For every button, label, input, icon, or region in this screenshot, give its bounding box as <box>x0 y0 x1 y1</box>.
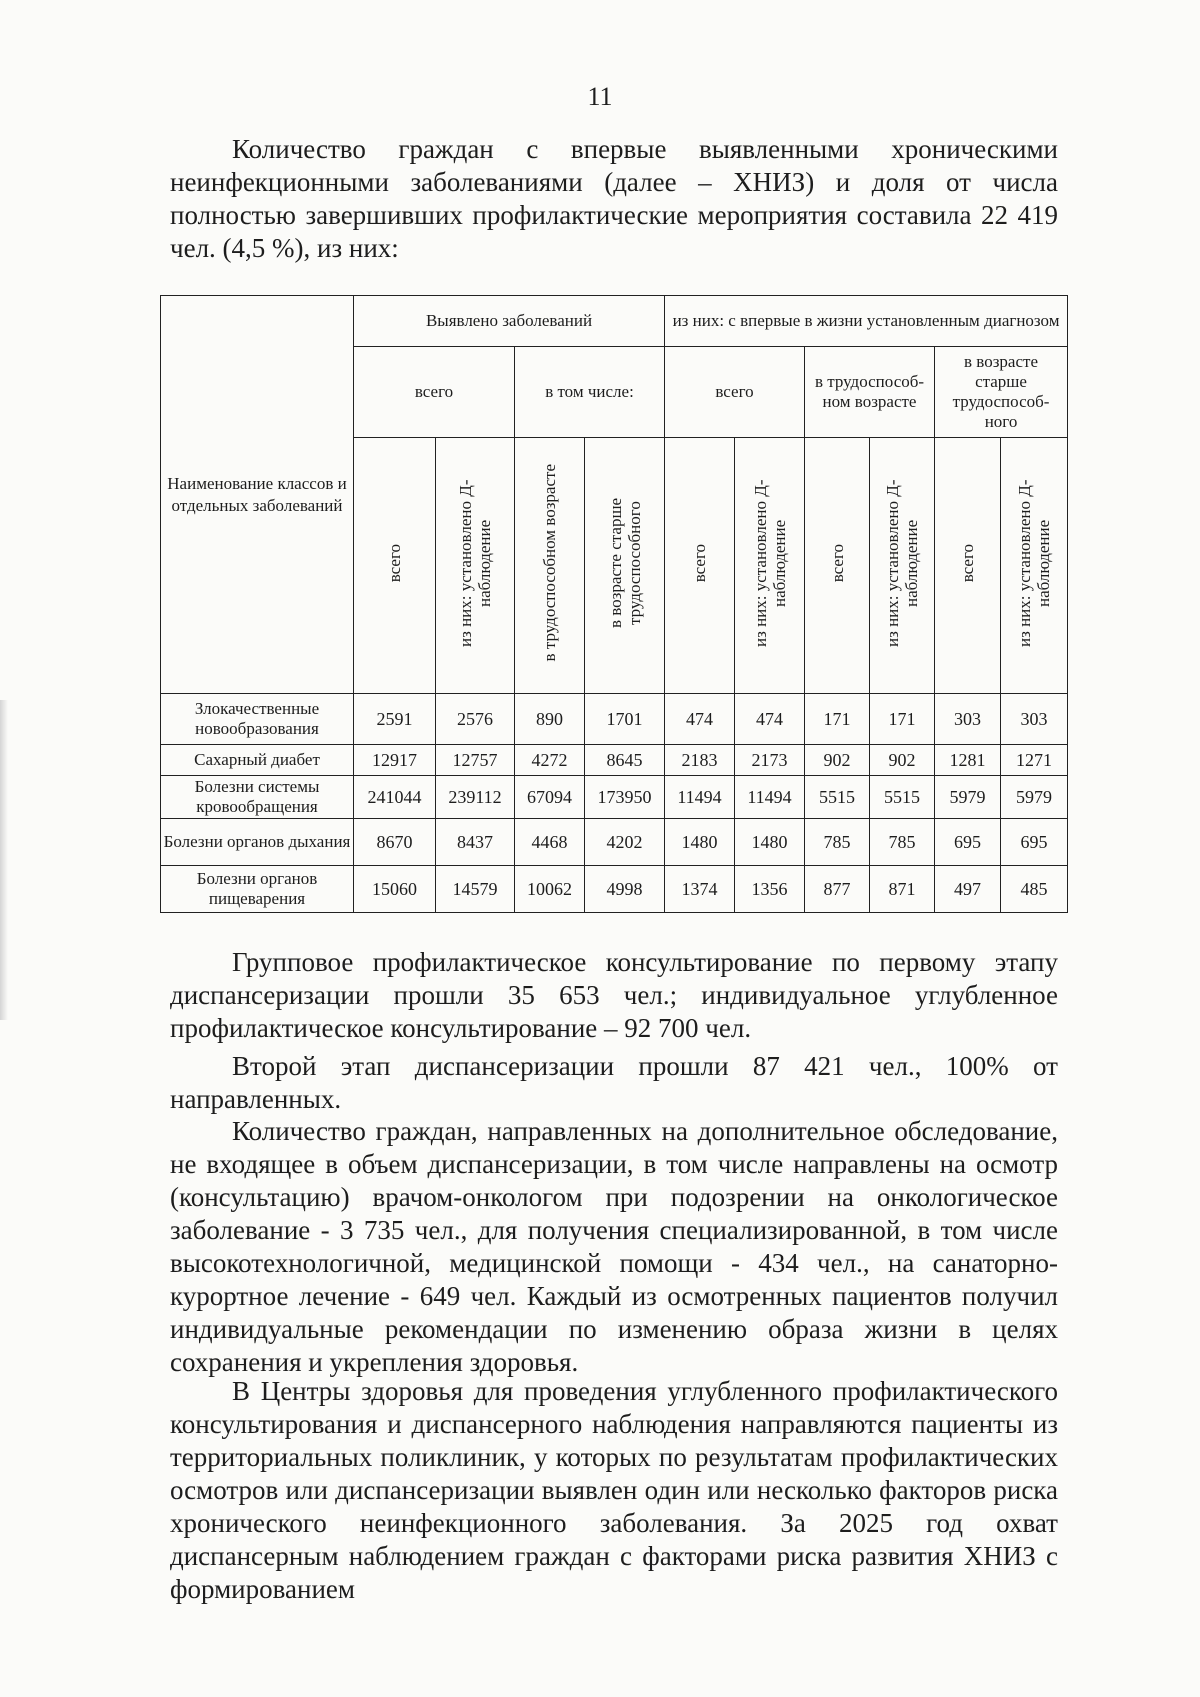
cell: 4202 <box>585 819 665 866</box>
header-first-diagnosed: из них: с впервые в жизни установленным диагнозом <box>665 296 1068 347</box>
header-including: в том числе: <box>515 347 665 438</box>
cell: 1480 <box>735 819 805 866</box>
table-row <box>161 694 1068 745</box>
paragraph-additional-exam: Количество граждан, направленных на дополнительное обследование, не входящее в объем диспансеризации, в том числе направлены на осмотр (консультацию) врачом-онкологом при подозрении на онкологическое заболевание - 3 735 чел., для получения специализированной, в том числе высокотехнологичной, медицинской помощи - 434 чел., на санаторно-курортное лечение - 649 чел. Каждый из осмотренных пациентов получил индивидуальные рекомендации по изменению образа жизни в целях сохранения и укрепления здоровья. <box>170 1116 1058 1377</box>
col-header: всего <box>805 438 870 694</box>
cell: 4468 <box>515 819 585 866</box>
col-header: всего <box>354 438 436 694</box>
col-header: из них: установлено Д-наблюдение <box>735 438 805 694</box>
cell: 8645 <box>585 745 665 776</box>
cell: 12757 <box>436 745 515 776</box>
cell: 2576 <box>436 694 515 745</box>
cell: 474 <box>665 694 735 745</box>
cell: 5515 <box>805 776 870 819</box>
cell: 303 <box>1001 694 1068 745</box>
table-row <box>161 745 1068 776</box>
paragraph-second-stage: Второй этап диспансеризации прошли 87 421 чел., 100% от направленных. <box>170 1051 1058 1114</box>
table-row <box>161 866 1068 913</box>
cell: 2591 <box>354 694 436 745</box>
cell: 474 <box>735 694 805 745</box>
cell: 8437 <box>436 819 515 866</box>
header-working-age: в трудоспособ-ном возрасте <box>805 347 935 438</box>
row-label: Болезни системы кровообращения <box>161 776 354 819</box>
cell: 902 <box>805 745 870 776</box>
cell: 2173 <box>735 745 805 776</box>
cell: 14579 <box>436 866 515 913</box>
paragraph-khniz-intro: Количество граждан с впервые выявленными хроническими неинфекционными заболеваниями (далее – ХНИЗ) и доля от числа полностью завершивших профилактические мероприятия составила 22 419 чел. (4,5 %), из них: <box>170 134 1058 263</box>
cell: 173950 <box>585 776 665 819</box>
col-header: в возрасте старше трудоспособного <box>585 438 665 694</box>
cell: 67094 <box>515 776 585 819</box>
cell: 2183 <box>665 745 735 776</box>
cell: 303 <box>935 694 1001 745</box>
cell: 1271 <box>1001 745 1068 776</box>
cell: 785 <box>870 819 935 866</box>
cell: 241044 <box>354 776 436 819</box>
header-detected: Выявлено заболеваний <box>354 296 665 347</box>
col-header: из них: установлено Д-наблюдение <box>1001 438 1068 694</box>
cell: 4998 <box>585 866 665 913</box>
cell: 1480 <box>665 819 735 866</box>
cell: 1701 <box>585 694 665 745</box>
cell: 11494 <box>735 776 805 819</box>
cell: 12917 <box>354 745 436 776</box>
cell: 15060 <box>354 866 436 913</box>
cell: 4272 <box>515 745 585 776</box>
cell: 10062 <box>515 866 585 913</box>
cell: 171 <box>805 694 870 745</box>
cell: 1281 <box>935 745 1001 776</box>
cell: 877 <box>805 866 870 913</box>
cell: 695 <box>1001 819 1068 866</box>
cell: 785 <box>805 819 870 866</box>
col-header: из них: установлено Д-наблюдение <box>870 438 935 694</box>
cell: 890 <box>515 694 585 745</box>
cell: 8670 <box>354 819 436 866</box>
cell: 239112 <box>436 776 515 819</box>
cell: 171 <box>870 694 935 745</box>
col-header: всего <box>665 438 735 694</box>
cell: 871 <box>870 866 935 913</box>
cell: 497 <box>935 866 1001 913</box>
cell: 902 <box>870 745 935 776</box>
col-header: в трудоспособном возрасте <box>515 438 585 694</box>
table-row <box>161 776 1068 819</box>
header-total-detected: всего <box>354 347 515 438</box>
row-label: Болезни органов дыхания <box>161 819 354 866</box>
disease-statistics-table <box>160 295 1068 913</box>
row-label: Сахарный диабет <box>161 745 354 776</box>
cell: 5515 <box>870 776 935 819</box>
row-label: Болезни органов пищеварения <box>161 866 354 913</box>
header-total-first: всего <box>665 347 805 438</box>
col-header: всего <box>935 438 1001 694</box>
cell: 5979 <box>935 776 1001 819</box>
paragraph-group-counseling: Групповое профилактическое консультирование по первому этапу диспансеризации прошли 35 653 чел.; индивидуальное углубленное профилактическое консультирование – 92 700 чел. <box>170 947 1058 1043</box>
col-header: из них: установлено Д-наблюдение <box>436 438 515 694</box>
cell: 695 <box>935 819 1001 866</box>
table-header-row-1 <box>161 296 1068 347</box>
cell: 11494 <box>665 776 735 819</box>
row-label: Злокачественные новообразования <box>161 694 354 745</box>
header-disease-class: Наименование классов и отдельных заболеваний <box>161 296 354 694</box>
header-older-age: в возрасте старше трудоспособ-ного <box>935 347 1068 438</box>
page-number: 11 <box>587 82 613 111</box>
cell: 1356 <box>735 866 805 913</box>
scan-edge-shadow <box>0 700 8 1020</box>
table-row <box>161 819 1068 866</box>
cell: 5979 <box>1001 776 1068 819</box>
paragraph-health-centers: В Центры здоровья для проведения углубленного профилактического консультирования и диспансерного наблюдения направляются пациенты из территориальных поликлиник, у которых по результатам профилактических осмотров или диспансеризации выявлен один или несколько факторов риска хронического неинфекционного заболевания. За 2025 год охват диспансерным наблюдением граждан с факторами риска развития ХНИЗ с формированием <box>170 1376 1058 1604</box>
cell: 485 <box>1001 866 1068 913</box>
cell: 1374 <box>665 866 735 913</box>
